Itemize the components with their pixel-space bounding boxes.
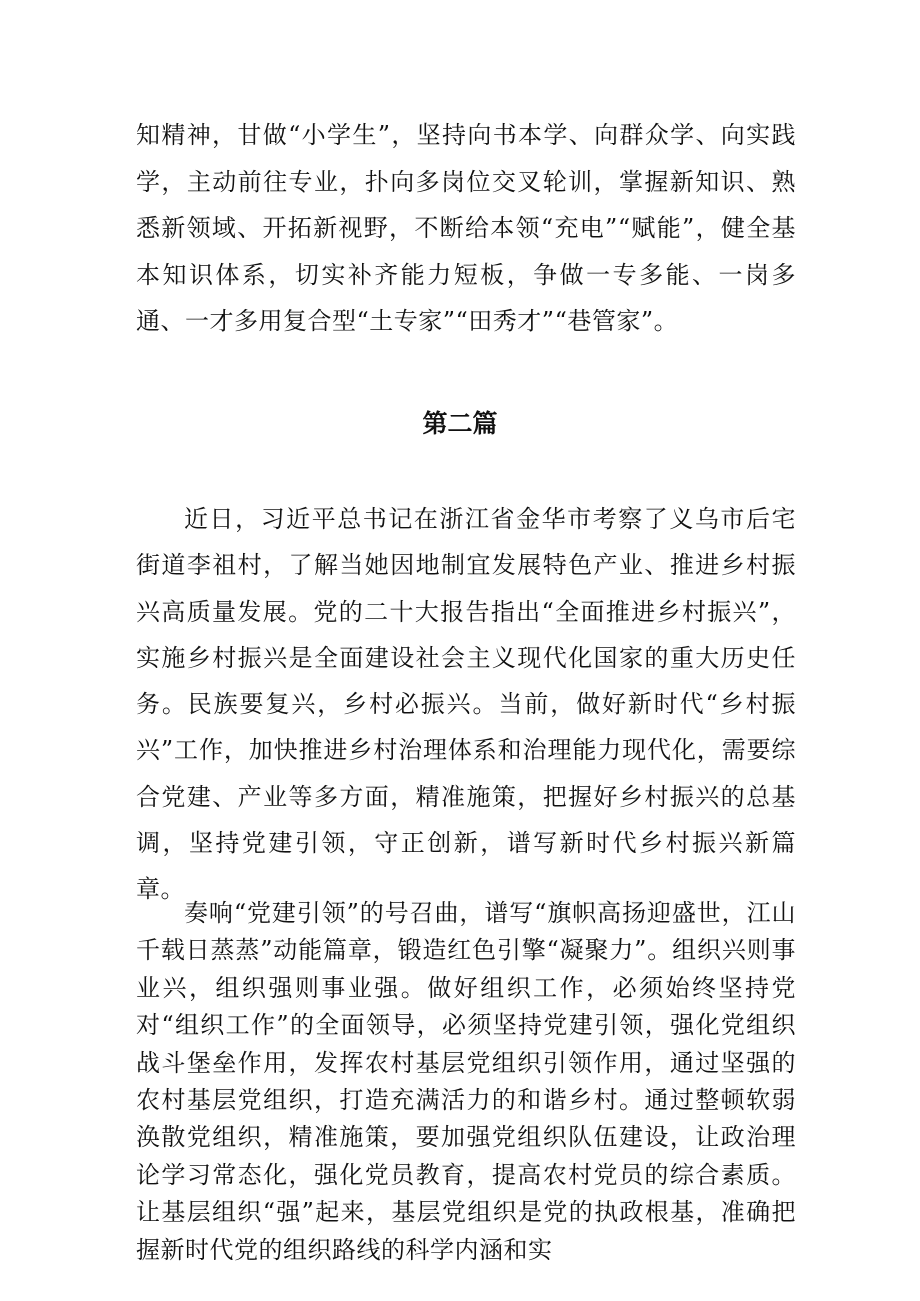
section-title: 第二篇 xyxy=(422,409,498,438)
paragraph-party-building: 奏响“党建引领”的号召曲，谱写“旗帜高扬迎盛世，江山千载日蒸蒸”动能篇章，锻造红色引擎“凝聚力”。组织兴则事业兴，组织强则事业强。做好组织工作，必须始终坚持党对“组织工作”的全面领导，必须坚持党建引领，强化党组织战斗堡垒作用，发挥农村基层党组织引领作用，通过坚强的农村基层党组织，打造充满活力的和谐乡村。通过整顿软弱涣散党组织，精准施策，要加强党组织队伍建设，让政治理论学习常态化，强化党员教育，提高农村党员的综合素质。让基层组织“强”起来，基层党组织是党的执政根基，准确把握新时代党的组织路线的科学内涵和实 xyxy=(136,899,796,1264)
paragraph-continued: 知精神，甘做“小学生”，坚持向书本学、向群众学、向实践学，主动前往专业，扑向多岗位交叉轮训，掌握新知识、熟悉新领域、开拓新视野，不断给本领“充电”“赋能”，健全基本知识体系，切实补齐能力短板，争做一专多能、一岗多通、一才多用复合型“土专家”“田秀才”“巷管家”。 xyxy=(136,121,796,335)
paragraph-intro: 近日，习近平总书记在浙江省金华市考察了义乌市后宅街道李祖村，了解当她因地制宜发展特色产业、推进乡村振兴高质量发展。党的二十大报告指出“全面推进乡村振兴”，实施乡村振兴是全面建设社会主义现代化国家的重大历史任务。民族要复兴，乡村必振兴。当前，做好新时代“乡村振兴”工作，加快推进乡村治理体系和治理能力现代化，需要综合党建、产业等多方面，精准施策，把握好乡村振兴的总基调，坚持党建引领，守正创新，谱写新时代乡村振兴新篇章。 xyxy=(136,505,796,904)
